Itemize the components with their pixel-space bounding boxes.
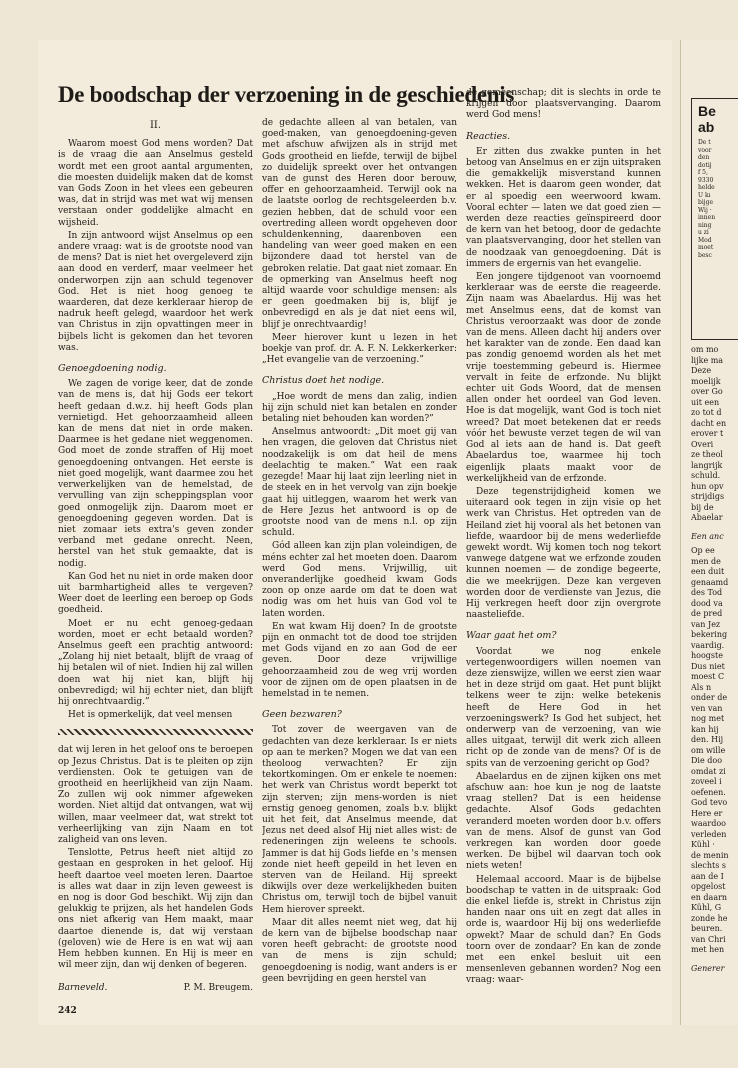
next-page-line: om wille [691, 745, 726, 755]
next-page-line: strijdigs [691, 492, 725, 501]
next-page-line: moest C [691, 672, 725, 681]
box-line: De t [698, 139, 711, 146]
next-page-line: moelijk [691, 376, 721, 386]
next-page-line: uit een [691, 397, 720, 407]
column-2 [262, 118, 457, 1003]
box-title-line: Be [698, 103, 716, 119]
next-page-text [691, 345, 738, 974]
next-page-line: Overi [691, 439, 714, 449]
next-page-line: en daarn [691, 892, 728, 902]
next-page-line: Kühl · [691, 840, 715, 849]
paragraph: Helemaal accoord. Maar is de bijbelse boodschap te vatten in de uitspraak: God die enkel liefde is, strekt in Christus zijn handen naar ons uit en zegt dat alles in orde is, waardoor Hij bij ons wederliefde opwekt? Maar de schuld dan? En Gods toorn over de zondaar? En kan de zonde met een enkel besluit uit een mensenleven gebannen worden? Nog een vraag: waar- [466, 874, 661, 986]
section-heading-genoegdoening: Genoegdoening nodig. [58, 363, 167, 375]
next-page-line: de pred [691, 609, 723, 618]
next-page-line: bij de [691, 502, 714, 512]
paragraph: Er zitten dus zwakke punten in het betoog van Anselmus en er zijn uitspraken die gemakkelijk misverstand kunnen wekken. Het is daarom geen wonder, dat er al spoedig een weerwoord kwam. Vooral echter — laten we dat goed zien — werden deze reacties geïnspireerd door de kern van het betoog, door de gedachte van plaatsvervanging, door het stellen van de noodzaak van genoegdoening. Dát is immers de ergernis van het evangelie. [466, 146, 661, 269]
paragraph: Maar dit alles neemt niet weg, dat hij de kern van de bijbelse boodschap naar voren heeft gebracht: de grootste nood van de mens is zijn schuld; genoegdoening is nodig, want anders is er geen bevrijding en geen herstel van [262, 917, 457, 984]
paragraph: de gedachte alleen al van betalen, van goed-maken, van genoegdoening-geven met afschuw afwijzen als in strijd met Gods grootheid en liefde, terwijl de bijbel zo duidelijk spreekt over het ontvangen van de gunst des Heren door berouw, offer en gehoorzaamheid. Terwijl ook na de laatste oorlog de rechtsgeleerden b.v. gezien hebben, dat de schuld voor een overtreding alleen wordt opgeheven door schuldenkenning, daarenboven een handeling van weer goed maken en een bijzondere daad tot herstel van de gebroken relatie. Dat gaat niet zomaar. En de opmerking van Anselmus heeft nog altijd waarde voor schuldige mensen: als er geen goedmaken bij is, blijf je onbevredigd en als je dat niet eens wil, blijf je onrechtvaardig! [262, 118, 457, 330]
next-page-line: zo tot d [691, 408, 722, 417]
next-page-line: erover t [691, 429, 724, 438]
next-page-box [691, 98, 738, 340]
next-page-line: aan de I [691, 871, 724, 881]
next-page-line: dacht en [691, 418, 727, 428]
next-page-line: hun opv [691, 481, 724, 491]
box-line: f 5, [698, 169, 708, 176]
next-page-line: Kühl, G [691, 903, 722, 912]
column-1 [58, 118, 253, 1003]
next-page-line: zoveel i [691, 777, 722, 786]
paragraph: Deze tegenstrijdigheid komen we uiteraard ook tegen in zijn visie op het werk van Christus. Het optreden van de Heiland ziet hij vooral als het betonen van liefde, waardoor bij de mens wederliefde gewekt wordt. Wij komen toch nog tekort vanwege datgene wat we erfzonde zouden kunnen noemen — de zondige begeerte, die we meekrijgen. Deze kan vergeven worden door de verdienste van Jezus, die Hij verkregen heeft door zijn overgrote naasteliefde. [466, 486, 661, 621]
box-line: u zi [698, 229, 709, 236]
next-page-line: God tevo [691, 798, 728, 807]
next-page-line: schuld. [691, 471, 721, 480]
box-line: ning [698, 221, 712, 229]
box-line: Mod [698, 236, 712, 244]
next-page-line: met hen [691, 945, 725, 954]
next-page-line: Dus niet [691, 661, 725, 671]
page-number: 242 [58, 1006, 77, 1016]
box-line: Wij · [698, 206, 712, 214]
next-page-line: de menin [691, 850, 729, 860]
next-page-line: Deze [691, 366, 712, 375]
paragraph: In zijn antwoord wijst Anselmus op een andere vraag: wat is de grootste nood van de mens? Dat is niet het overgeleverd zijn aan dood en verderf, maar veelmeer het onderworpen zijn aan schuld tegenover God. Het is niet hoog genoeg te waarderen, dat deze kerkleraar hierop de nadruk heeft gelegd, waardoor het werk van Christus in zijn opvattingen meer in bijbels licht is gekomen dan het tevoren was. [58, 230, 253, 353]
section-heading-bezwaren: Geen bezwaren? [262, 709, 342, 721]
next-page-line: men de [691, 556, 721, 566]
next-page-line: lijke ma [691, 355, 724, 365]
paragraph: Voordat we nog enkele vertegenwoordigers willen noemen van deze zienswijze, willen we eerst zien waar het in deze strijd om gaat. Het punt blijkt telkens weer te zijn: welke betekenis heeft de Here God in het verzoeningswerk? Is God het subject, het onderwerp van de verzoening, van wie alles uitgaat, terwijl dit werk zich alleen richt op de zonde van de mens? Of is de spits van de verzoening gericht op God? [466, 646, 661, 769]
paragraph: Moet er nu echt genoeg-gedaan worden, moet er echt betaald worden? Anselmus geeft een prachtig antwoord: „Zolang hij niet betaalt, blijft de vraag of hij betalen wil of niet. Indien hij zal willen doen wat hij niet kan, blijft hij onbevredigd; wil hij echter niet, dan blijft hij onrechtvaardig.” [58, 618, 253, 707]
next-page-line: een duit [691, 567, 725, 576]
next-page-line: Die doo [691, 756, 723, 765]
next-page-line: van Chri [691, 934, 726, 944]
paragraph: Anselmus antwoordt: „Dit moet gij van hen vragen, die geloven dat Christus niet noodzakelijk is om dat heil de mens deelachtig te maken.” Wat een raak gezegde! Maar hij laat zijn leerling niet in de steek en in het vervolg van zijn boekje gaat hij uitleggen, waarom het werk van de Here Jezus het antwoord is op de grootste nood van de mens n.l. op zijn schuld. [262, 427, 457, 539]
next-page-line: Here er [691, 808, 723, 818]
paragraph: de gemeenschap; dit is slechts in orde te krijgen door plaatsvervanging. Daarom werd God mens! [466, 88, 661, 121]
section-heading-christus: Christus doet het nodige. [262, 375, 385, 387]
next-page-line: bekering [691, 630, 728, 639]
next-page-line: vaardig. [691, 640, 725, 650]
next-page-line: over Go [691, 387, 723, 396]
box-line: bijge [698, 199, 714, 206]
next-page-line: Abaelar [691, 513, 723, 522]
part-number: II. [149, 120, 162, 131]
paragraph: Tenslotte, Petrus heeft niet altijd zo gestaan en gesproken in het geloof. Hij heeft daartoe veel moeten leren. Daartoe is alles wat daar in zijn leven geweest is en nog is door God beschikt. Wij zijn dan gelukkig te prijzen, als het handelen Gods ons niet afkerig van Hem maakt, maar daartoe dienende is, dat wij verstaan (geloven) wie de Here is en wat wij aan Hem hebben kunnen. En Hij is meer en wil meer zijn, dan wij denken of begeren. [58, 848, 253, 971]
next-page-line: verleden [691, 829, 727, 839]
next-page-heading: Generer [691, 963, 725, 973]
next-page-line: opgelost [691, 882, 726, 891]
next-page-line: omdat zi [691, 766, 726, 776]
signature-place: Barneveld. [58, 983, 108, 994]
paragraph: Abaelardus en de zijnen kijken ons met afschuw aan: hoe kun je nog de laatste vraag stellen? Dat is een heidense gedachte. Alsof Gods gedachten veranderd moeten worden door b.v. offers van de mens. Alsof de gunst van God verkregen kan worden door goede werken. De bijbel wil daarvan toch ook niets weten! [466, 771, 661, 872]
next-page-line: Als n [691, 682, 712, 692]
box-line: U kı [698, 191, 711, 199]
next-page-line: Op ee [691, 546, 715, 555]
paragraph: Tot zover de weergaven van de gedachten van deze kerkleraar. Is er niets op aan te merken? Mogen we dat van een theoloog verwachten? Er zijn tekortkomingen. Om er enkele te noemen: het werk van Christus wordt beperkt tot zijn sterven; zijn mens-worden is niet ernstig genoeg genomen, zoals b.v. blijkt uit het feit, dat Anselmus meende, dat Jezus net deed alsof Hij niet alles wist: de redeneringen zijn weleens te schools. Jammer is dat hij Gods liefde en 's mensen zonde niet heeft gepeild in het leven en sterven van de Heiland. Hij spreekt dikwijls over deze werkelijkheden buiten Christus om, terwijl toch de bijbel vanuit Hem hierover spreekt. [262, 725, 457, 915]
next-page-line: ze theol [691, 450, 723, 459]
next-page-line: ven van [691, 703, 723, 713]
box-line: voor [698, 146, 712, 154]
box-line: dotij [698, 161, 712, 169]
box-line: innen [698, 214, 716, 221]
next-page-line: om mo [691, 345, 719, 354]
box-line: 9330 [698, 176, 714, 184]
next-page-line: dood va [691, 598, 723, 608]
paragraph: Een jongere tijdgenoot van voornoemd kerkleraar was de eerste die reageerde. Zijn naam was Abaelardus. Hij was het met Anselmus eens, dat de komst van Christus veroorzaakt was door de zonde van de mens. Alleen dacht hij anders over het karakter van de zonde. Een daad kan pas zondig genoemd worden als het met vrije toestemming gebeurd is. Hiermee vervalt in feite de erfzonde. Nu blijkt echter uit Gods Woord, dat de mensen allen onder het oordeel van God leven. Hoe is dat mogelijk, want God is toch niet wreed? Dat moet betekenen dat er reeds vóór het bewuste verzet tegen de wil van God al iets aan de hand is. Dat geeft Abaelardus toe, waarmee hij toch eigenlijk plaats maakt voor de werkelijkheid van de erfzonde. [466, 272, 661, 484]
next-page-line: waardoo [691, 819, 726, 828]
next-page-line: nog met [691, 714, 725, 723]
box-title [692, 99, 738, 139]
paragraph: Waarom moest God mens worden? Dat is de vraag die aan Anselmus gesteld wordt met een groot aantal argumenten, die moesten duidelijk maken dat de komst van Gods Zoon in het vlees een gebeuren was, dat in strijd was met wat wij mensen verstaan onder goddelijke almacht en wijsheid. [58, 139, 253, 228]
paragraph: „Hoe wordt de mens dan zalig, indien hij zijn schuld niet kan betalen en zonder betaling niet behouden kan worden?” [262, 391, 457, 425]
paragraph: dat wij leren in het geloof ons te beroepen op Jezus Christus. Dat is te pleiten op zijn verdiensten. Ook te getuigen van de grootheid en heerlijkheid van zijn Naam. Zo zullen wij ook nimmer afgeweken worden. Niet altijd dat ontvangen, wat wij willen, maar veelmeer dat, wat strekt tot verheerlijking van zijn Naam en tot zaligheid van ons leven. [58, 745, 253, 845]
article-divider [58, 729, 253, 735]
paragraph: We zagen de vorige keer, dat de zonde van de mens is, dat hij Gods eer tekort heeft gedaan d.w.z. hij heeft Gods plan vernietigd. Het gehoorzaamheid alleen kan de mens dat niet in orde maken. Daarmee is het gedane niet weggenomen. God moet de zonde straffen of Hij moet genoegdoening ontvangen. Het eerste is niet goed mogelijk, want daarmee zou het verwerkelijken van de hemelstad, de vervulling van zijn scheppingsplan voor goed onmogelijk zijn. Daarom moet er genoegdoening gegeven worden. Dat is niet zomaar iets extra's geven zonder verband met gedane onrecht. Neen, herstel van het stuk gemaakte, dat is nodig. [58, 379, 253, 569]
next-page-line: zonde he [691, 913, 728, 923]
article-title: De boodschap der verzoening in de geschiedenis [58, 82, 515, 107]
paragraph: Meer hierover kunt u lezen in het boekje van prof. dr. A. F. N. Lekkerkerker: „Het evangelie van de verzoening.” [262, 332, 457, 366]
box-title-line: ab [698, 119, 715, 135]
next-page-edge [680, 40, 738, 1025]
signature-name: P. M. Breugem. [183, 983, 253, 994]
next-page-line: van Jez [691, 619, 721, 629]
section-heading-reacties: Reacties. [466, 130, 511, 142]
paragraph: Het is opmerkelijk, dat veel mensen [68, 710, 233, 721]
box-line: besc [698, 251, 712, 259]
next-page-line: beuren. [691, 924, 723, 933]
next-page-heading: Een anc [691, 531, 724, 541]
box-line: den [698, 154, 710, 161]
box-line: helde [698, 184, 715, 191]
box-text [692, 139, 738, 259]
paragraph: Gód alleen kan zijn plan voleindigen, de méns echter zal het moeten doen. Daarom werd God mens. Vrijwillig, uit onveranderlijke goedheid kwam Gods zoon op onze aarde om dat te doen wat nodig was om het huis van God vol te laten worden. [262, 541, 457, 619]
paragraph: Kan God het nu niet in orde maken door uit barmhartigheid alles te vergeven? Weer doet de leerling een beroep op Gods goedheid. [58, 571, 253, 616]
next-page-line: den. Hij [691, 735, 724, 744]
next-page-line: hoogste [691, 651, 723, 660]
next-page-line: langrijk [691, 460, 723, 470]
next-page-line: slechts s [691, 861, 726, 870]
paragraph: En wat kwam Hij doen? In de grootste pijn en onmacht tot de dood toe strijden met Gods vijand en zo aan God de eer geven. Door deze vrijwillige gehoorzaamheid zou de weg vrij worden voor de zijnen om de open plaatsen in de hemelstad in te nemen. [262, 621, 457, 699]
box-line: moet [698, 244, 714, 251]
signature [58, 983, 253, 994]
next-page-line: oefenen. [691, 787, 726, 797]
column-3 [466, 88, 661, 1003]
next-page-line: des Tod [691, 588, 723, 597]
next-page-line: kan hij [691, 724, 719, 734]
next-page-line: onder de [691, 693, 728, 702]
next-page-line: genaamd [691, 577, 729, 587]
section-heading-waar: Waar gaat het om? [466, 630, 557, 642]
